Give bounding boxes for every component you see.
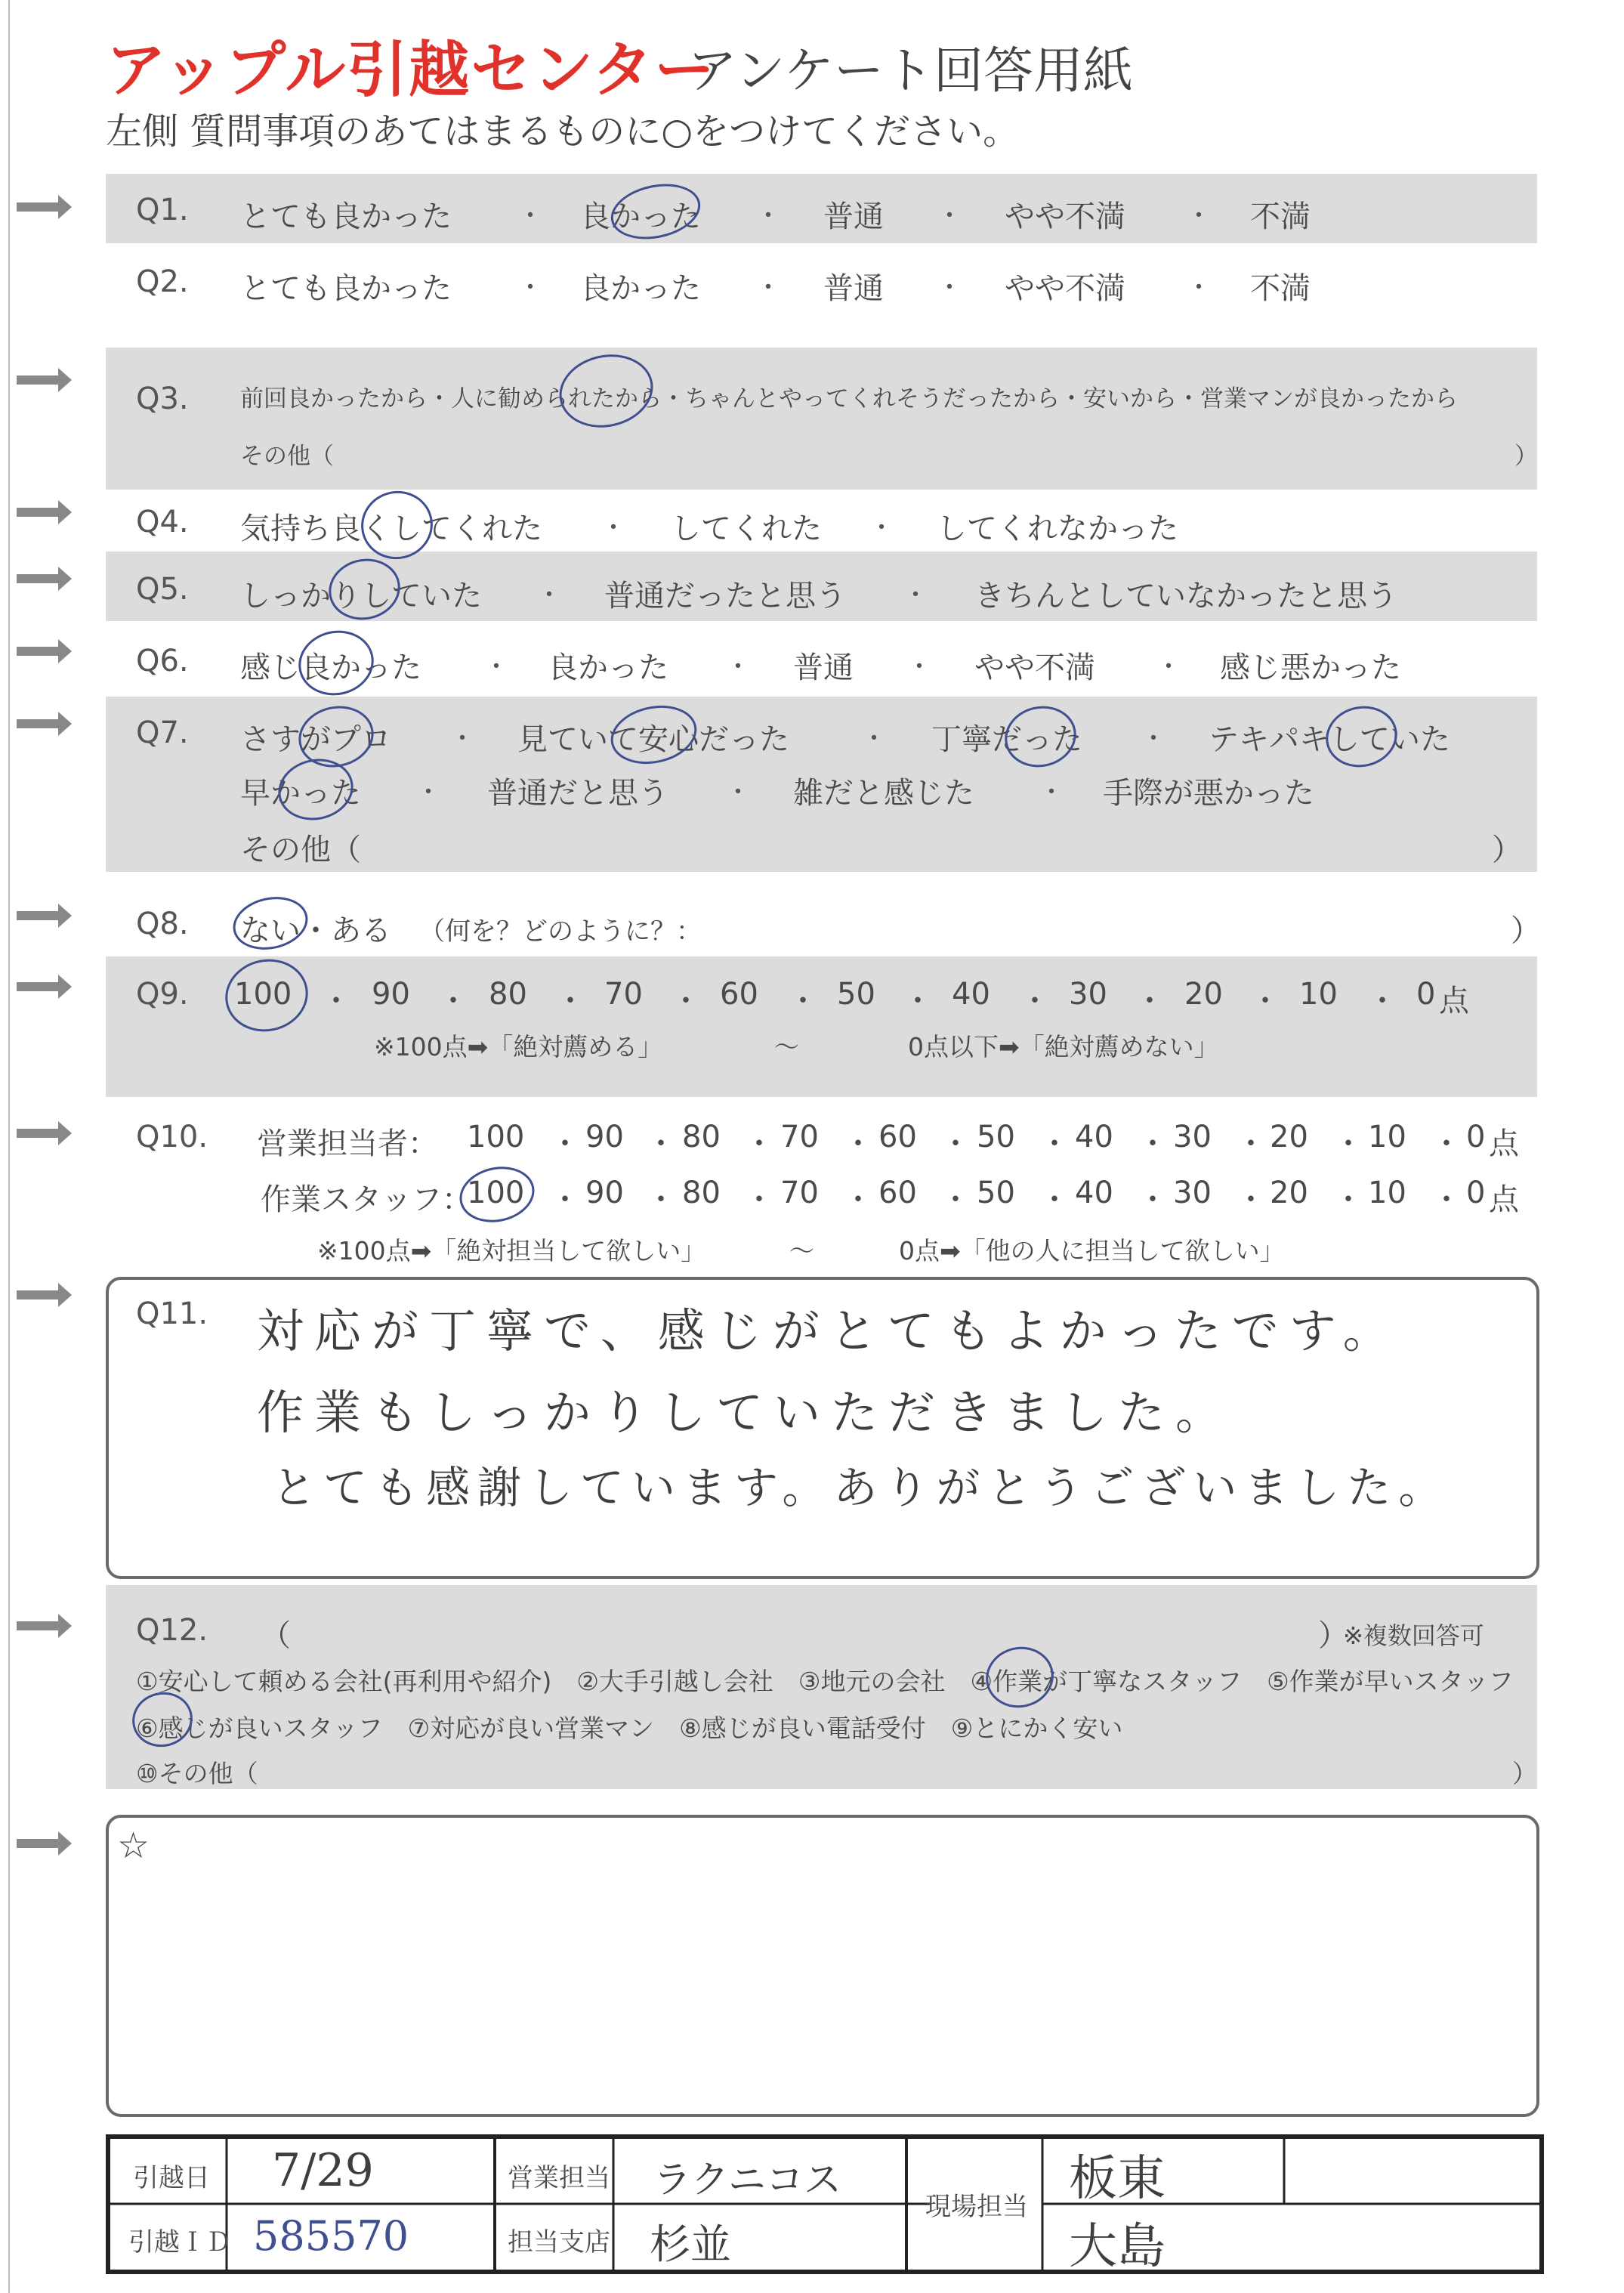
- q11-line-1: 対応が丁寧で、感じがとてもよかったです。: [257, 1303, 1400, 1358]
- separator-dot: ・: [646, 1126, 676, 1161]
- separator-dot: ・: [671, 984, 701, 1018]
- q2-option-4[interactable]: やや不満: [1005, 271, 1125, 306]
- q1-option-4[interactable]: やや不満: [1005, 199, 1125, 234]
- q10-staff-label: 作業スタッフ：: [261, 1182, 472, 1217]
- q10-note-left: ※100点➡「絶対担当して欲しい」: [317, 1236, 706, 1265]
- q10-staff-score[interactable]: 20: [1270, 1176, 1308, 1210]
- separator-dot: ・: [555, 984, 585, 1018]
- q12-other: ⑩その他（: [136, 1759, 258, 1788]
- q6-option-1[interactable]: 感じ良かった: [240, 651, 421, 685]
- move-id-value: 585570: [253, 2212, 409, 2260]
- q9-unit: 点: [1439, 984, 1469, 1018]
- q9-score[interactable]: 100: [234, 977, 292, 1012]
- q11-label: Q11.: [136, 1296, 208, 1331]
- separator-dot: ・: [1431, 1126, 1462, 1161]
- separator-dot: ・: [937, 273, 962, 303]
- q4-option-1[interactable]: 気持ち良くしてくれた: [240, 511, 542, 546]
- form-title: アンケート回答用紙: [687, 42, 1134, 100]
- q2-option-3[interactable]: 普通: [823, 271, 884, 306]
- q10-sales-score[interactable]: 90: [585, 1120, 624, 1154]
- q6-option-2[interactable]: 良かった: [548, 651, 668, 685]
- q10-sales-score[interactable]: 30: [1173, 1120, 1212, 1154]
- q4-option-3[interactable]: してくれなかった: [937, 511, 1178, 546]
- site-value-1: 板東: [1069, 2151, 1166, 2207]
- arrow-icon: [17, 195, 72, 1856]
- q7-option-1[interactable]: さすがプロ: [240, 722, 391, 757]
- q4-option-2[interactable]: してくれた: [671, 511, 822, 546]
- move-date-label: 引越日: [133, 2163, 210, 2193]
- separator-dot: ・: [937, 201, 962, 231]
- q7-option-3[interactable]: 丁寧だった: [931, 722, 1082, 757]
- separator-dot: ・: [438, 984, 468, 1018]
- q6-label: Q6.: [136, 644, 189, 678]
- q10-sales-label: 営業担当者：: [257, 1126, 438, 1161]
- separator-dot: ・: [725, 777, 751, 808]
- q12-options-line-2[interactable]: ⑥感じが良いスタッフ ⑦対応が良い営業マン ⑧感じが良い電話受付 ⑨とにかく安い: [136, 1714, 1123, 1743]
- arrow-icon: [17, 1283, 72, 1307]
- q1-option-5[interactable]: 不満: [1250, 199, 1311, 234]
- q7-option-8[interactable]: 手際が悪かった: [1103, 776, 1314, 811]
- separator-dot: ・: [1186, 273, 1212, 303]
- separator-dot: ・: [1431, 1182, 1462, 1217]
- comment-box[interactable]: [106, 1815, 1539, 2117]
- q12-options-line-1[interactable]: ①安心して頼める会社(再利用や紹介) ②大手引越し会社 ③地元の会社 ④作業が丁寧なスタッフ ⑤作業が早いスタッフ: [136, 1667, 1514, 1696]
- q9-score[interactable]: 50: [837, 977, 875, 1012]
- q3-other: その他（: [240, 443, 334, 470]
- separator-dot: ・: [940, 1126, 971, 1161]
- q8-detail: （何を？どのように？：: [419, 916, 702, 947]
- q10-staff-score[interactable]: 30: [1173, 1176, 1212, 1210]
- q10-note-right: 0点➡「他の人に担当して欲しい」: [899, 1236, 1285, 1265]
- separator-dot: ・: [843, 1182, 873, 1217]
- q10-sales-score[interactable]: 10: [1368, 1120, 1406, 1154]
- separator-dot: ・: [869, 513, 894, 543]
- separator-dot: ・: [755, 273, 781, 303]
- q10-staff-score[interactable]: 40: [1075, 1176, 1113, 1210]
- q3-options[interactable]: 前回良かったから・人に勧められたから・ちゃんとやってくれそうだったから・安いから・営業マンが良かったから: [240, 385, 1458, 413]
- separator-dot: ・: [601, 513, 626, 543]
- q2-label: Q2.: [136, 264, 189, 299]
- separator-dot: ・: [1250, 984, 1280, 1018]
- move-date-value: 7/29: [272, 2144, 374, 2197]
- separator-dot: ・: [1367, 984, 1397, 1018]
- separator-dot: ・: [1039, 777, 1064, 808]
- q8-detail-close: ）: [1511, 913, 1541, 948]
- q10-sales-score[interactable]: 70: [780, 1120, 819, 1154]
- q7-other-close: ）: [1492, 833, 1522, 867]
- separator-dot: ・: [903, 984, 933, 1018]
- q10-sales-score[interactable]: 60: [878, 1120, 917, 1154]
- separator-dot: ・: [1156, 652, 1181, 682]
- arrow-icon: [17, 904, 72, 928]
- separator-dot: ・: [744, 1126, 774, 1161]
- separator-dot: ・: [517, 273, 543, 303]
- separator-dot: ・: [550, 1126, 580, 1161]
- branch-label: 担当支店: [508, 2227, 610, 2257]
- separator-dot: ・: [906, 652, 932, 682]
- q9-score[interactable]: 20: [1184, 977, 1223, 1012]
- separator-dot: ・: [1333, 1126, 1363, 1161]
- sales-label: 営業担当: [508, 2163, 610, 2193]
- q7-option-4[interactable]: テキパキしていた: [1209, 722, 1450, 757]
- q9-score[interactable]: 90: [372, 977, 410, 1012]
- arrow-icon: [17, 1831, 72, 1856]
- separator-dot: ・: [1141, 724, 1166, 754]
- arrow-icon: [17, 1121, 72, 1145]
- move-id-label: 引越ＩＤ: [128, 2227, 231, 2257]
- q9-score[interactable]: 80: [489, 977, 527, 1012]
- q10-staff-score[interactable]: 60: [878, 1176, 917, 1210]
- separator-dot: ・: [1138, 1126, 1168, 1161]
- q12-close-paren: ）: [1318, 1618, 1348, 1653]
- q10-sales-score[interactable]: 100: [467, 1120, 525, 1154]
- separator-dot: ・: [1020, 984, 1050, 1018]
- q10-sales-score[interactable]: 40: [1075, 1120, 1113, 1154]
- separator-dot: ・: [517, 201, 543, 231]
- arrow-icon: [17, 1614, 72, 1638]
- q9-label: Q9.: [136, 977, 189, 1012]
- separator-dot: ・: [940, 1182, 971, 1217]
- q10-sales-score[interactable]: 20: [1270, 1120, 1308, 1154]
- q3-label: Q3.: [136, 382, 189, 416]
- separator-dot: ・: [725, 652, 751, 682]
- separator-dot: ・: [903, 580, 928, 610]
- q12-label: Q12.: [136, 1613, 208, 1648]
- site-value-2: 大島: [1069, 2219, 1166, 2275]
- q1-option-2[interactable]: 良かった: [580, 199, 701, 234]
- q12-open-paren: （: [261, 1618, 291, 1653]
- q7-option-7[interactable]: 雑だと感じた: [793, 776, 974, 811]
- q9-note-right: 0点以下➡「絶対薦めない」: [908, 1032, 1219, 1062]
- arrow-icon: [17, 567, 72, 591]
- arrow-icon: [17, 368, 72, 392]
- q10-staff-score[interactable]: 50: [977, 1176, 1015, 1210]
- q6-option-3[interactable]: 普通: [793, 651, 854, 685]
- q10-tilde: 〜: [789, 1236, 814, 1265]
- q10-staff-score[interactable]: 10: [1368, 1176, 1406, 1210]
- arrow-icon: [17, 712, 72, 736]
- separator-dot: ・: [1186, 201, 1212, 231]
- separator-dot: ・: [321, 984, 351, 1018]
- q11-line-3: とても感謝しています。ありがとうございました。: [272, 1462, 1450, 1513]
- separator-dot: ・: [1236, 1182, 1266, 1217]
- site-label: 現場担当: [925, 2192, 1028, 2222]
- q11-line-2: 作業もしっかりしていただきました。: [257, 1385, 1233, 1440]
- q1-label: Q1.: [136, 193, 189, 227]
- q7-option-5[interactable]: 早かった: [240, 776, 361, 811]
- q12-note: ※複数回答可: [1343, 1621, 1484, 1650]
- q1-option-3[interactable]: 普通: [823, 199, 884, 234]
- separator-dot: ・: [1236, 1126, 1266, 1161]
- q10-sales-score[interactable]: 0: [1466, 1120, 1486, 1154]
- q10-staff-score[interactable]: 70: [780, 1176, 819, 1210]
- separator-dot: ・: [415, 777, 441, 808]
- q5-option-3[interactable]: きちんとしていなかったと思う: [974, 579, 1397, 613]
- q3-other-close: ）: [1514, 443, 1538, 470]
- q8-options[interactable]: ない・ある: [240, 913, 391, 948]
- separator-dot: ・: [861, 724, 887, 754]
- separator-dot: ・: [1138, 1182, 1168, 1217]
- q10-sales-score[interactable]: 80: [682, 1120, 721, 1154]
- separator-dot: ・: [1135, 984, 1165, 1018]
- separator-dot: ・: [483, 652, 509, 682]
- q8-label: Q8.: [136, 907, 189, 941]
- separator-dot: ・: [1039, 1126, 1070, 1161]
- q10-sales-score[interactable]: 50: [977, 1120, 1015, 1154]
- q7-option-2[interactable]: 見ていて安心だった: [517, 722, 789, 757]
- q10-staff-score[interactable]: 100: [467, 1176, 525, 1210]
- q10-label: Q10.: [136, 1120, 208, 1154]
- q4-label: Q4.: [136, 505, 189, 539]
- q9-tilde: 〜: [774, 1032, 799, 1062]
- branch-value: 杉並: [650, 2220, 731, 2268]
- q10-staff-score[interactable]: 0: [1466, 1176, 1486, 1210]
- separator-dot: ・: [449, 724, 475, 754]
- q7-option-6[interactable]: 普通だと思う: [487, 776, 668, 811]
- separator-dot: ・: [1333, 1182, 1363, 1217]
- separator-dot: ・: [788, 984, 818, 1018]
- brand-title: アップル引越センター: [106, 35, 716, 105]
- separator-dot: ・: [755, 201, 781, 231]
- q9-score[interactable]: 0: [1416, 977, 1436, 1012]
- q9-score[interactable]: 10: [1299, 977, 1338, 1012]
- q2-option-2[interactable]: 良かった: [580, 271, 701, 306]
- separator-dot: ・: [1039, 1182, 1070, 1217]
- answer-circle-q6: [292, 624, 379, 703]
- q1-option-1[interactable]: とても良かった: [240, 199, 452, 234]
- q10-unit: 点: [1489, 1126, 1519, 1161]
- q7-label: Q7.: [136, 715, 189, 750]
- separator-dot: ・: [744, 1182, 774, 1217]
- q9-score[interactable]: 30: [1069, 977, 1107, 1012]
- q5-label: Q5.: [136, 572, 189, 607]
- q10-staff-score[interactable]: 90: [585, 1176, 624, 1210]
- sales-value: ラクニコス: [653, 2158, 841, 2202]
- q5-option-2[interactable]: 普通だったと思う: [604, 579, 846, 613]
- separator-dot: ・: [550, 1182, 580, 1217]
- q6-option-4[interactable]: やや不満: [974, 651, 1095, 685]
- separator-dot: ・: [646, 1182, 676, 1217]
- margin-arrows: [0, 0, 83, 2293]
- q5-option-1[interactable]: しっかりしていた: [240, 579, 482, 613]
- q10-staff-score[interactable]: 80: [682, 1176, 721, 1210]
- q9-note-left: ※100点➡「絶対薦める」: [374, 1032, 663, 1062]
- arrow-icon: [17, 500, 72, 524]
- instruction: 左側 質問事項のあてはまるものに○をつけてください。: [106, 110, 1020, 153]
- separator-dot: ・: [536, 580, 562, 610]
- q2-option-5[interactable]: 不満: [1250, 271, 1311, 306]
- star-icon: ☆: [117, 1825, 150, 1867]
- q7-other: その他（: [240, 833, 361, 867]
- q9-score[interactable]: 40: [952, 977, 990, 1012]
- q2-option-1[interactable]: とても良かった: [240, 271, 452, 306]
- q6-option-5[interactable]: 感じ悪かった: [1220, 651, 1401, 685]
- q9-score[interactable]: 70: [604, 977, 643, 1012]
- arrow-icon: [17, 975, 72, 999]
- arrow-icon: [17, 195, 72, 219]
- arrow-icon: [17, 639, 72, 663]
- q10-unit: 点: [1489, 1182, 1519, 1217]
- q9-score[interactable]: 60: [720, 977, 758, 1012]
- separator-dot: ・: [843, 1126, 873, 1161]
- q12-other-close: ）: [1512, 1759, 1537, 1788]
